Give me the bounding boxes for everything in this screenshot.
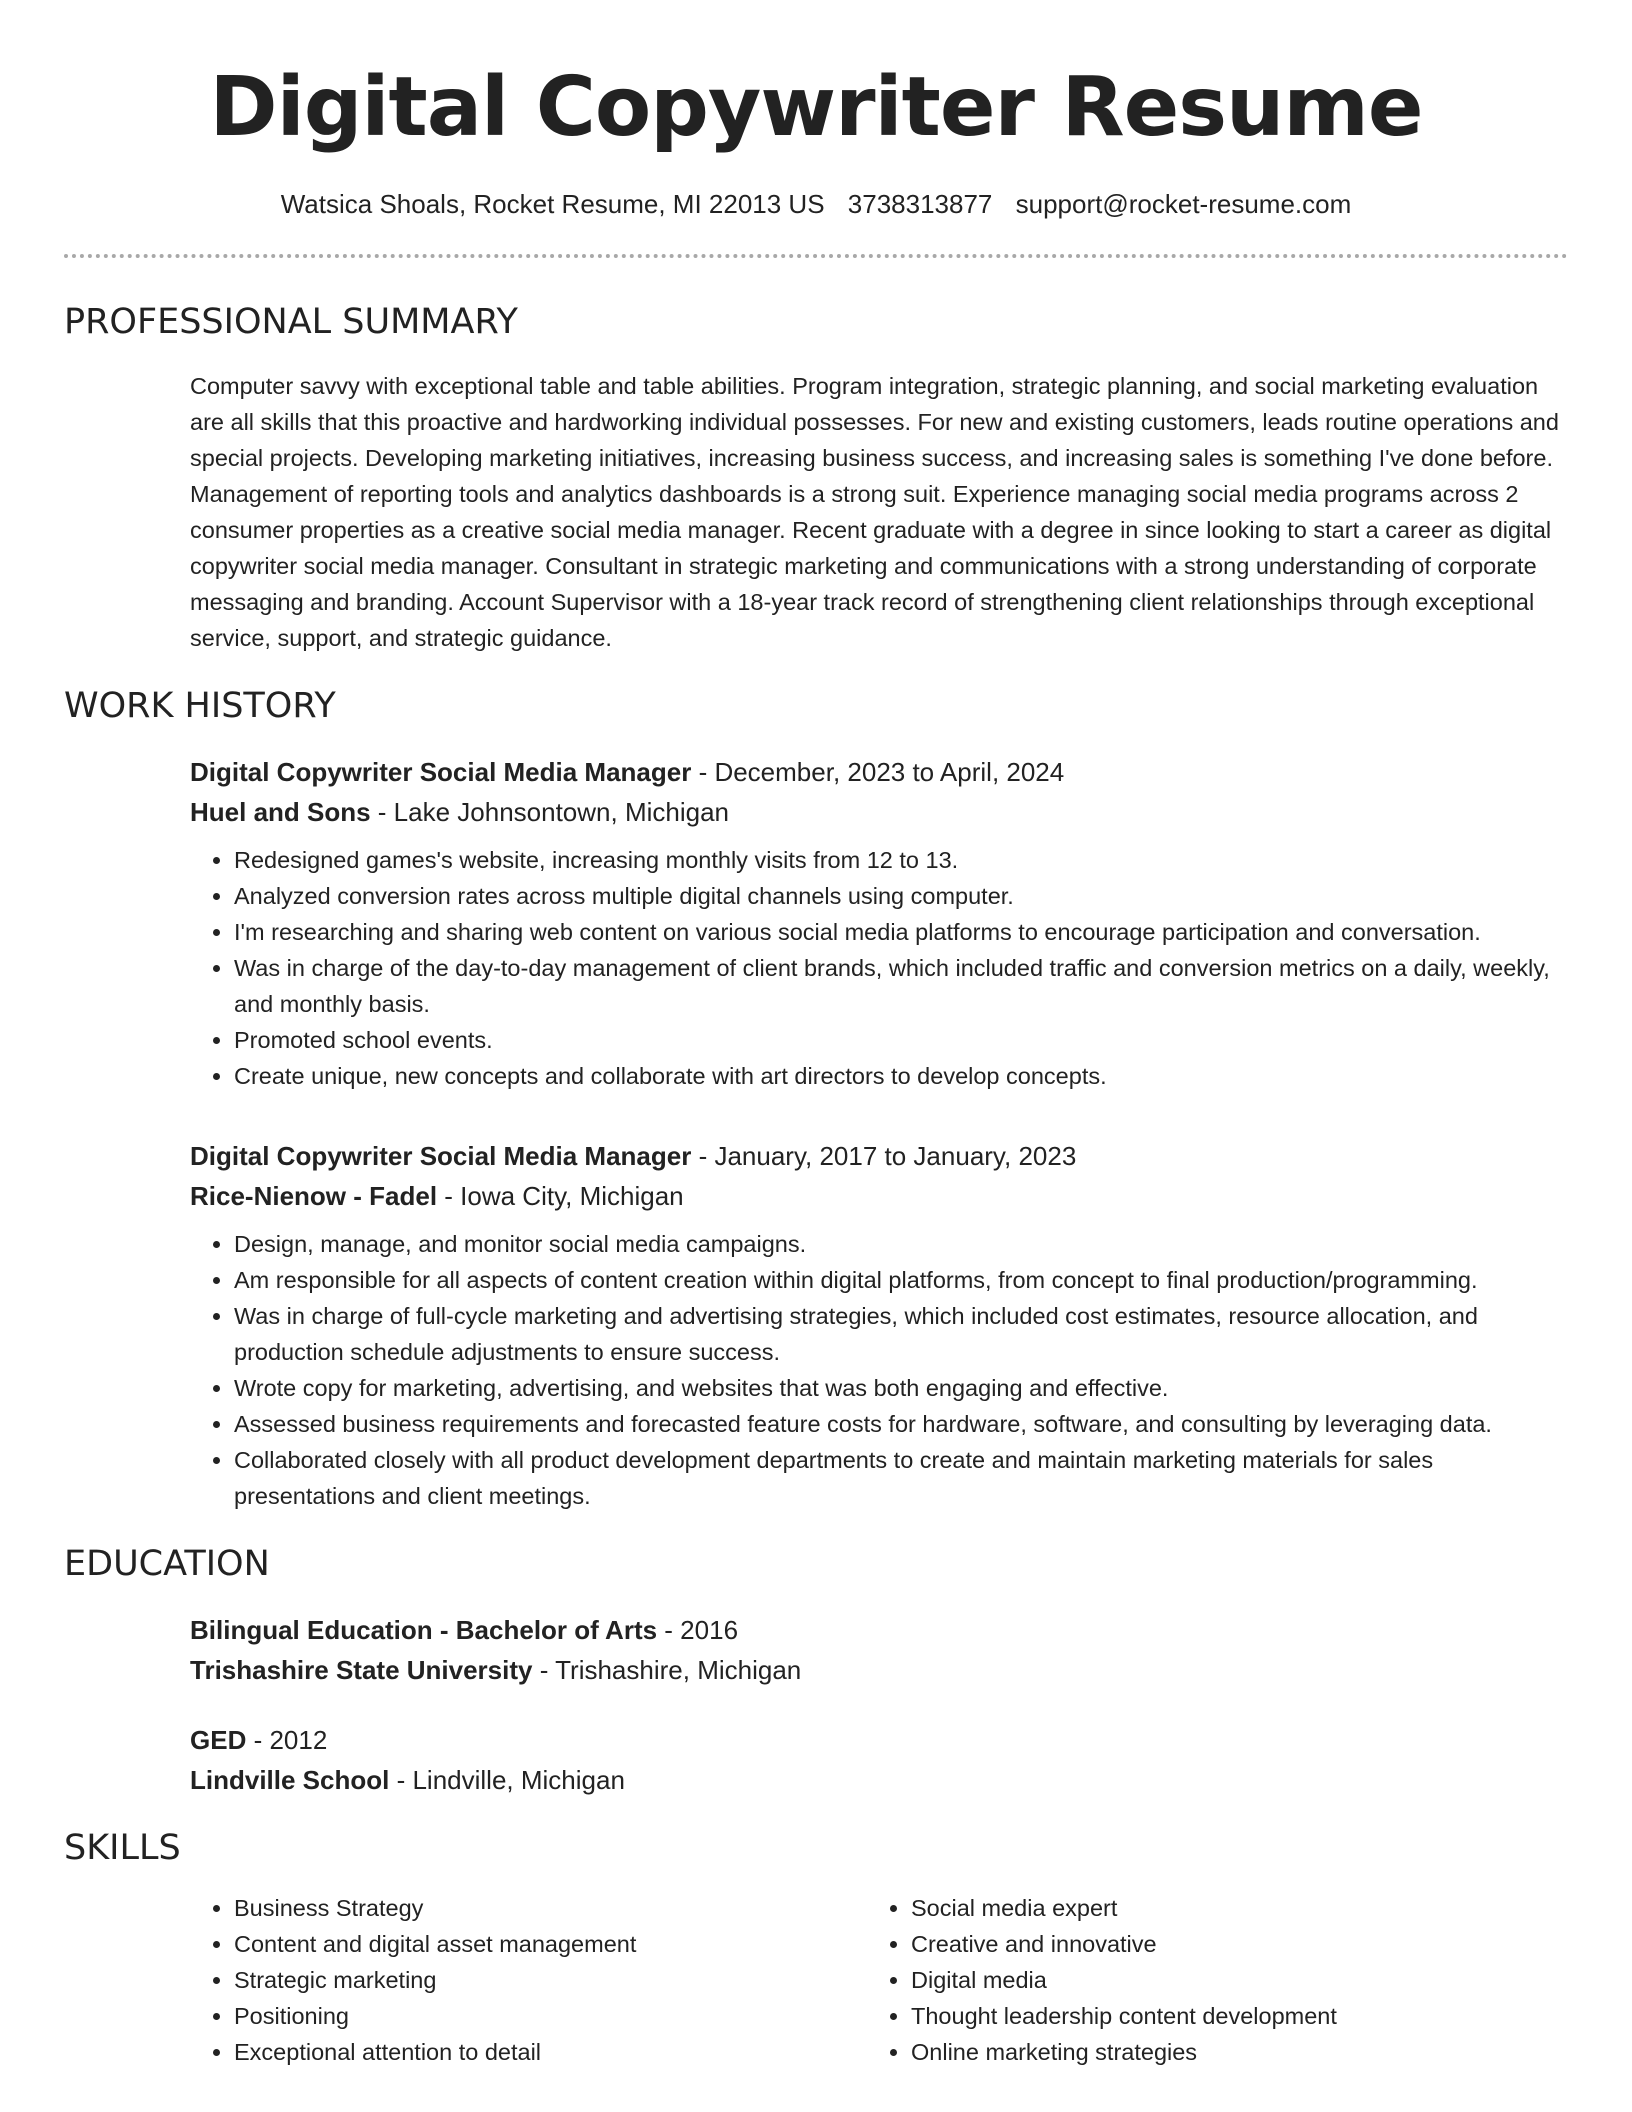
summary-heading: PROFESSIONAL SUMMARY xyxy=(64,302,518,342)
education-degree: GED xyxy=(190,1725,247,1755)
summary-section xyxy=(64,300,1568,656)
education-location: - Lindville, Michigan xyxy=(389,1765,625,1795)
page-title: Digital Copywriter Resume xyxy=(209,60,1423,155)
job-location: - Lake Johnsontown, Michigan xyxy=(370,797,730,827)
skills-list-left xyxy=(190,1890,867,2070)
skill-item: • Digital media xyxy=(911,1962,1544,1998)
job-duty: • Collaborated closely with all product development departments to create and maintain marketing materials for sales presentations and client meetings. xyxy=(234,1442,1568,1514)
skill-item: • Business Strategy xyxy=(234,1890,867,1926)
job-duty: • Assessed business requirements and forecasted feature costs for hardware, software, and consulting by leveraging data. xyxy=(234,1406,1568,1442)
skill-item: • Thought leadership content development xyxy=(911,1998,1544,2034)
job-duties-list xyxy=(190,1226,1568,1514)
job-duty: • Wrote copy for marketing, advertising, and websites that was both engaging and effective. xyxy=(234,1370,1568,1406)
contact-line xyxy=(64,186,1568,222)
skills-grid xyxy=(190,1890,1568,2070)
job-duty: • Was in charge of the day-to-day management of client brands, which included traffic and conversion metrics on a daily, weekly, and monthly basis. xyxy=(234,950,1568,1022)
job-duties-list xyxy=(190,842,1568,1094)
job-dates: - December, 2023 to April, 2024 xyxy=(691,757,1065,787)
skill-item: • Online marketing strategies xyxy=(911,2034,1544,2070)
job-dates: - January, 2017 to January, 2023 xyxy=(691,1141,1077,1171)
skill-item: • Content and digital asset management xyxy=(234,1926,867,1962)
job-duty: • Create unique, new concepts and collaborate with art directors to develop concepts. xyxy=(234,1058,1568,1094)
header-divider xyxy=(64,254,1568,258)
job-duty: • I'm researching and sharing web content on various social media platforms to encourage participation and conversation. xyxy=(234,914,1568,950)
job-title: Digital Copywriter Social Media Manager xyxy=(190,1141,692,1171)
job-entry xyxy=(190,752,1568,1094)
job-company-line xyxy=(190,1176,1568,1216)
education-entry xyxy=(190,1720,1568,1800)
education-school: Trishashire State University xyxy=(190,1655,533,1685)
education-school-line xyxy=(190,1760,1568,1800)
contact-address: Watsica Shoals, Rocket Resume, MI 22013 US xyxy=(280,189,825,219)
education-entry xyxy=(190,1610,1568,1690)
education-location: - Trishashire, Michigan xyxy=(532,1655,802,1685)
education-degree: Bilingual Education - Bachelor of Arts xyxy=(190,1615,658,1645)
education-school: Lindville School xyxy=(190,1765,390,1795)
education-school-line xyxy=(190,1650,1568,1690)
skills-list-right xyxy=(867,1890,1544,2070)
education-degree-line xyxy=(190,1720,1568,1760)
job-company-line xyxy=(190,792,1568,832)
job-title: Digital Copywriter Social Media Manager xyxy=(190,757,692,787)
job-location: - Iowa City, Michigan xyxy=(437,1181,684,1211)
skills-section xyxy=(64,1826,1568,2070)
job-duty: • Am responsible for all aspects of content creation within digital platforms, from concept to final production/programming. xyxy=(234,1262,1568,1298)
job-duty: • Design, manage, and monitor social media campaigns. xyxy=(234,1226,1568,1262)
education-year: - 2016 xyxy=(657,1615,739,1645)
skill-item: • Strategic marketing xyxy=(234,1962,867,1998)
contact-email: support@rocket-resume.com xyxy=(1015,189,1352,219)
resume-header xyxy=(64,56,1568,258)
job-role-line xyxy=(190,1136,1568,1176)
job-company: Huel and Sons xyxy=(190,797,371,827)
summary-text: Computer savvy with exceptional table and table abilities. Program integration, strategic planning, and social marketing evaluation are all skills that this proactive and hardworking individual possesses. For new and existing customers, leads routine operations and special projects. Developing marketing initiatives, increasing business success, and increasing sales is something I've done before. Management of reporting tools and analytics dashboards is a strong suit. Experience managing social media programs across 2 consumer properties as a creative social media manager. Recent graduate with a degree in since looking to start a career as digital copywriter social media manager. Consultant in strategic marketing and communications with a strong understanding of corporate messaging and branding. Account Supervisor with a 18-year track record of strengthening client relationships through exceptional service, support, and strategic guidance. xyxy=(190,373,1559,651)
education-year: - 2012 xyxy=(246,1725,328,1755)
education-heading: EDUCATION xyxy=(64,1544,270,1584)
skill-item: • Creative and innovative xyxy=(911,1926,1544,1962)
skill-item: • Positioning xyxy=(234,1998,867,2034)
job-duty: • Was in charge of full-cycle marketing and advertising strategies, which included cost estimates, resource allocation, and production schedule adjustments to ensure success. xyxy=(234,1298,1568,1370)
job-duty: • Analyzed conversion rates across multiple digital channels using computer. xyxy=(234,878,1568,914)
job-duty: • Promoted school events. xyxy=(234,1022,1568,1058)
job-role-line xyxy=(190,752,1568,792)
work-history-section xyxy=(64,684,1568,1514)
skill-item: • Social media expert xyxy=(911,1890,1544,1926)
skill-item: • Exceptional attention to detail xyxy=(234,2034,867,2070)
contact-phone: 3738313877 xyxy=(847,189,993,219)
education-degree-line xyxy=(190,1610,1568,1650)
job-company: Rice-Nienow - Fadel xyxy=(190,1181,438,1211)
education-section xyxy=(64,1542,1568,1800)
skills-heading: SKILLS xyxy=(64,1828,181,1868)
work-history-heading: WORK HISTORY xyxy=(64,686,336,726)
job-duty: • Redesigned games's website, increasing monthly visits from 12 to 13. xyxy=(234,842,1568,878)
job-entry xyxy=(190,1136,1568,1514)
